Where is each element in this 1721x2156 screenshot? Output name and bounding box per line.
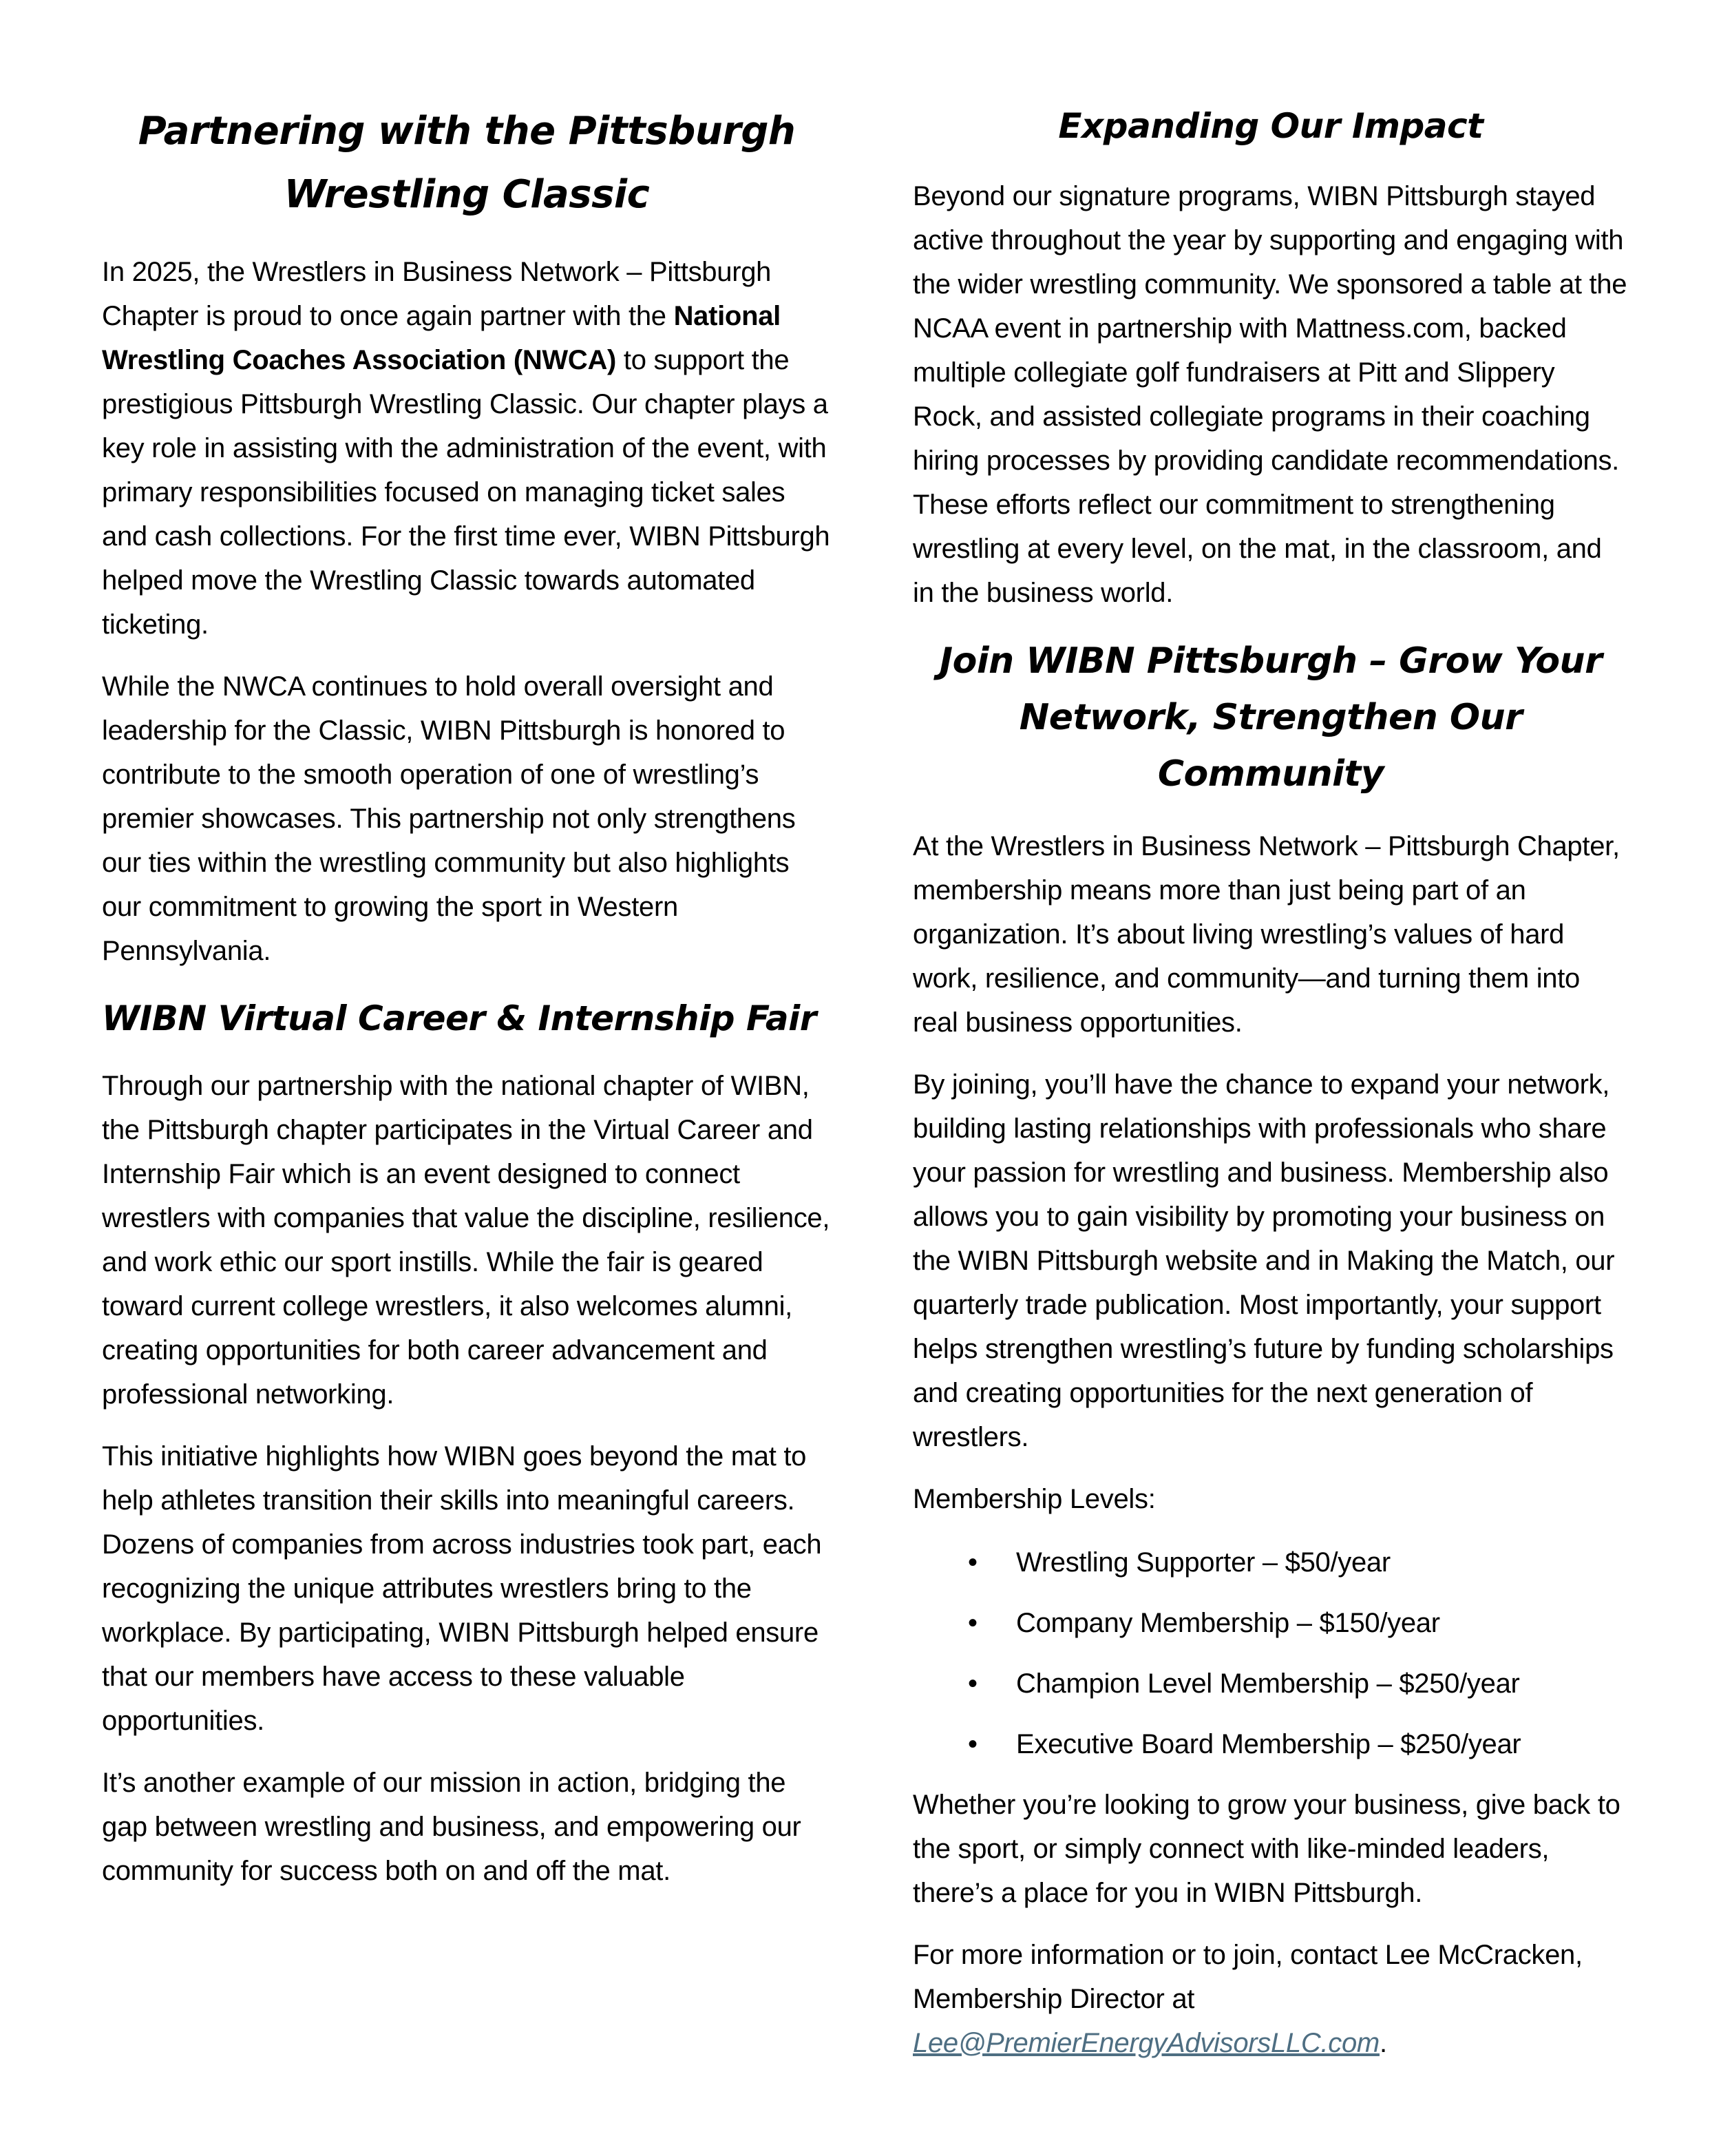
membership-levels-list [913,1540,1629,1766]
paragraph-career-fair: Through our partnership with the national chapter of WIBN, the Pittsburgh chapter participates in the Virtual Career and Internship Fair which is an event designed to connect wrestlers with companies that value the discipline, resilience, and work ethic our sport instills. While the fair is geared toward current college wrestlers, it also welcomes alumni, creating opportunities for both career advancement and professional networking. [102,1071,830,1410]
left-column [102,100,832,1893]
list-item [913,1662,1629,1706]
paragraph-classic-intro [102,250,832,647]
paragraph-initiative: This initiative highlights how WIBN goes beyond the mat to help athletes transition their skills into meaningful careers. Dozens of companies from across industries took part, each recognizing the unique attributes wrestlers bring to the workplace. By participating, WIBN Pittsburgh helped ensure that our members have access to these valuable opportunities. [102,1441,822,1736]
paragraph-whether: Whether you’re looking to grow your business, give back to the sport, or simply connect with like-minded leaders, there’s a place for you in WIBN Pittsburgh. [913,1790,1620,1908]
membership-levels-label: Membership Levels: [913,1484,1156,1514]
paragraph-impact: Beyond our signature programs, WIBN Pittsburgh stayed active throughout the year by supporting and engaging with the wider wrestling community. We sponsored a table at the NCAA event in partnership with Mattness.com, backed multiple collegiate golf fundraisers at Pitt and Slippery Rock, and assisted collegiate programs in their coaching hiring processes by providing candidate recommendations. These efforts reflect our commitment to strengthening wrestling at every level, on the mat, in the classroom, and in the business world. [913,181,1627,608]
level-text: Champion Level Membership – $250/year [1016,1668,1520,1699]
list-item [913,1722,1629,1766]
text-span: . [1379,2028,1387,2058]
level-text: Executive Board Membership – $250/year [1016,1729,1521,1759]
text-span: to support the prestigious Pittsburgh Wrestling Classic. Our chapter plays a key role in assisting with the administration of the event, with primary responsibilities focused on managing ticket sales and cash collections. For the first time ever, WIBN Pittsburgh helped move the Wrestling Classic towards automated ticketing. [102,345,830,640]
paragraph-contact [913,1933,1629,2065]
list-item [913,1540,1629,1584]
heading-partnering: Partnering with the Pittsburgh Wrestling Classic [138,109,796,217]
bullet-icon: • [968,1668,978,1699]
email-link[interactable]: Lee@PremierEnergyAdvisorsLLC.com [913,2028,1380,2058]
text-span: In 2025, the Wrestlers in Business Network – Pittsburgh Chapter is proud to once again partner with the [102,257,772,331]
paragraph-nwca-oversight: While the NWCA continues to hold overall oversight and leadership for the Classic, WIBN Pittsburgh is honored to contribute to the smooth operation of one of wrestling’s premier showcases. This partnership not only strengthens our ties within the wrestling community but also highlights our commitment to growing the sport in Western Pennsylvania. [102,671,796,966]
heading-join: Join WIBN Pittsburgh – Grow Your Network, Strengthen Our Community [939,640,1603,795]
bullet-icon: • [968,1608,978,1638]
bullet-icon: • [968,1729,978,1759]
heading-expanding-impact: Expanding Our Impact [1058,106,1484,146]
heading-career-fair: WIBN Virtual Career & Internship Fair [102,998,816,1038]
level-text: Company Membership – $150/year [1016,1608,1440,1638]
list-item [913,1601,1629,1645]
bullet-icon: • [968,1547,978,1578]
bold-nwca: National Wrestling Coaches Association (NWCA) [102,301,781,375]
paragraph-joining-benefits: By joining, you’ll have the chance to expand your network, building lasting relationships with professionals who share your passion for wrestling and business. Membership also allows you to gain visibility by promoting your business on the WIBN Pittsburgh website and in Making the Match, our quarterly trade publication. Most importantly, your support helps strengthen wrestling’s future by funding scholarships and creating opportunities for the next generation of wrestlers. [913,1069,1615,1452]
right-column [913,100,1629,2065]
paragraph-membership-meaning: At the Wrestlers in Business Network – Pittsburgh Chapter, membership means more than just being part of an organization. It’s about living wrestling’s values of hard work, resilience, and community—and turning them into real business opportunities. [913,831,1620,1038]
paragraph-mission: It’s another example of our mission in action, bridging the gap between wrestling and business, and empowering our community for success both on and off the mat. [102,1768,801,1886]
level-text: Wrestling Supporter – $50/year [1016,1547,1391,1578]
text-span: For more information or to join, contact Lee McCracken, Membership Director at [913,1940,1583,2014]
